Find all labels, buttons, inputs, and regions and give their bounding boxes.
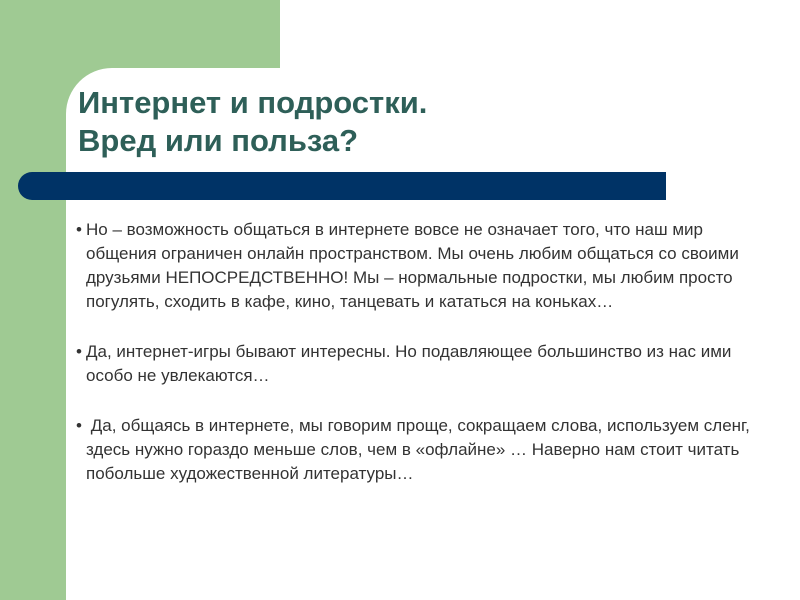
paragraph-text: Да, общаясь в интернете, мы говорим проще, сокращаем слова, используем сленг, здесь нужно гораздо меньше слов, чем в «офлайне» … Наверно нам стоит читать побольше художественной литературы… — [86, 416, 750, 483]
title-divider-bar — [18, 172, 666, 200]
bullet-icon: • — [76, 416, 82, 435]
title-line-2: Вред или польза? — [78, 123, 359, 158]
bullet-icon: • — [76, 342, 82, 361]
paragraph-text: Но – возможность общаться в интернете вовсе не означает того, что наш мир общения ограничен онлайн пространством. Мы очень любим общаться со своими друзьями НЕПОСРЕДСТВЕННО! Мы – нормальные подростки, мы любим просто погулять, сходить в кафе, кино, танцевать и кататься на коньках… — [86, 220, 739, 311]
paragraph-3 — [76, 414, 776, 486]
paragraph-text: Да, интернет-игры бывают интересны. Но подавляющее большинство из нас ими особо не увлекаются… — [86, 342, 732, 385]
paragraph-2 — [76, 340, 776, 388]
bullet-icon: • — [76, 220, 82, 239]
slide-title — [78, 84, 427, 160]
title-line-1: Интернет и подростки. — [78, 85, 428, 120]
slide-body — [76, 218, 776, 512]
paragraph-1 — [76, 218, 776, 314]
